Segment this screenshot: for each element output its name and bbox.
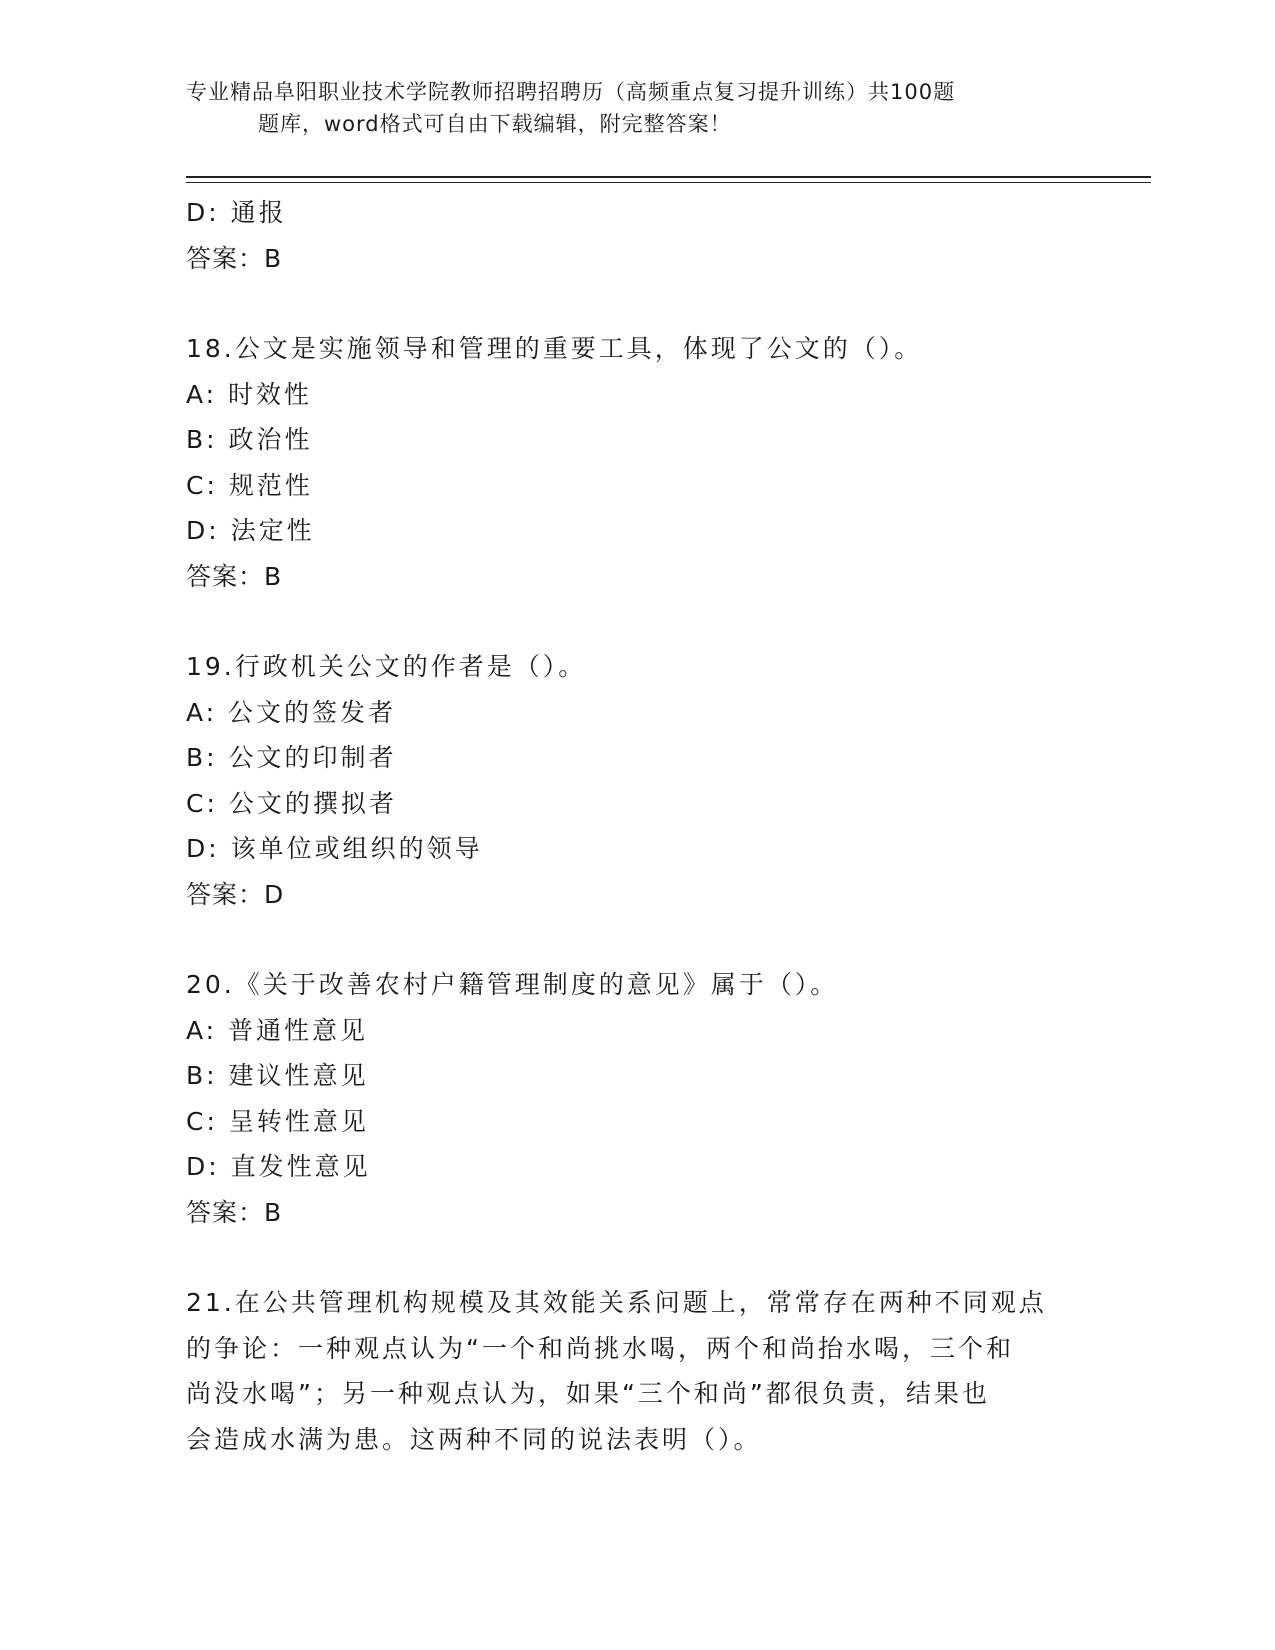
option-a: A: 公文的签发者: [186, 697, 397, 727]
question-18: [186, 326, 1086, 599]
option-d: D: 法定性: [186, 516, 315, 545]
question-stem: 18.公文是实施领导和管理的重要工具，体现了公文的（）。: [186, 334, 923, 363]
question-list: [186, 190, 1086, 1462]
prev-answer: 答案：B: [186, 243, 283, 273]
option-c: C: 呈转性意见: [186, 1106, 369, 1136]
question-stem: 20.《关于改善农村户籍管理制度的意见》属于（）。: [186, 970, 839, 999]
answer: 答案：B: [186, 1197, 283, 1227]
option-d: D: 该单位或组织的领导: [186, 834, 483, 863]
question-stem-line: 会造成水满为患。这两种不同的说法表明（）。: [186, 1424, 762, 1454]
prev-option-d: D: 通报: [186, 198, 287, 227]
option-c: C: 规范性: [186, 470, 313, 500]
question-19: [186, 644, 1086, 917]
option-a: A: 普通性意见: [186, 1015, 369, 1045]
header-line-1: 专业精品阜阳职业技术学院教师招聘招聘历（高频重点复习提升训练）共100题: [186, 80, 956, 104]
option-b: B: 公文的印制者: [186, 743, 397, 772]
question-20: [186, 962, 1086, 1235]
option-b: B: 建议性意见: [186, 1061, 369, 1090]
option-c: C: 公文的撰拟者: [186, 788, 397, 818]
answer: 答案：B: [186, 561, 283, 591]
document-header: [186, 76, 1066, 140]
question-21: [186, 1280, 1086, 1462]
header-divider-thin: [186, 182, 1151, 183]
header-divider-thick: [186, 176, 1151, 178]
answer: 答案：D: [186, 879, 285, 909]
option-b: B: 政治性: [186, 425, 313, 454]
header-line-2: 题库，word格式可自由下载编辑，附完整答案！: [258, 112, 732, 136]
option-d: D: 直发性意见: [186, 1152, 371, 1181]
question-stem: 19.行政机关公文的作者是（）。: [186, 652, 587, 681]
question-stem-line: 尚没水喝”；另一种观点认为，如果“三个和尚”都很负责，结果也: [186, 1379, 990, 1408]
option-a: A: 时效性: [186, 379, 313, 409]
question-stem-line: 21.在公共管理机构规模及其效能关系问题上，常常存在两种不同观点: [186, 1288, 1047, 1317]
question-stem-line: 的争论：一种观点认为“一个和尚挑水喝，两个和尚抬水喝，三个和: [186, 1333, 1014, 1363]
